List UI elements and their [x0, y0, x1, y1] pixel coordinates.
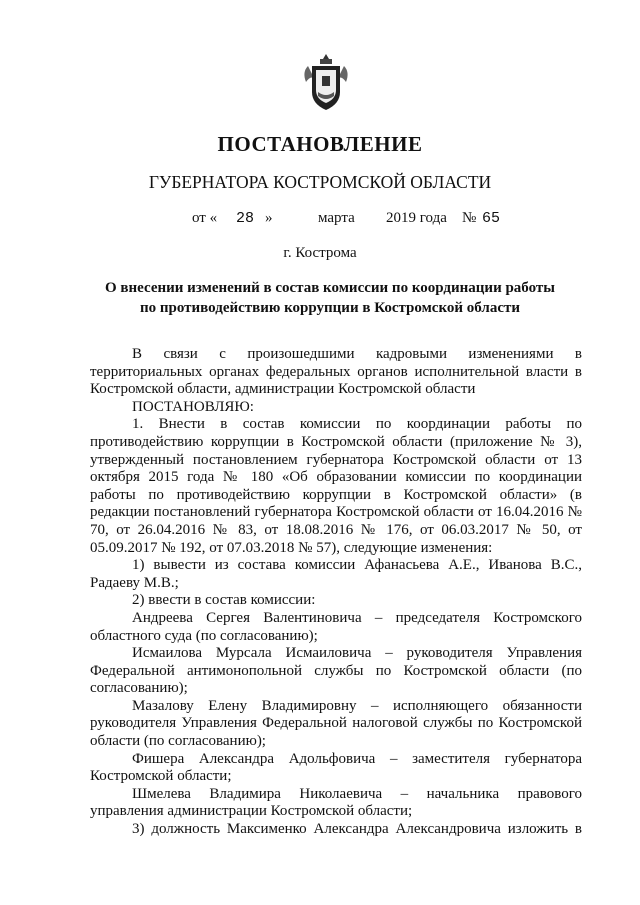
- date-prefix: от «: [192, 210, 218, 226]
- date-close-quote: »: [265, 210, 273, 226]
- paragraph: Андреева Сергея Валентиновича – председателя Костромского областного суда (по согласованию);: [90, 609, 582, 644]
- date-month: марта: [318, 210, 355, 226]
- document-city: г. Кострома: [283, 245, 357, 261]
- paragraph: ПОСТАНОВЛЯЮ:: [132, 398, 254, 415]
- document-body: [90, 346, 582, 839]
- date-day: 28: [236, 210, 255, 227]
- heading-line-1: О внесении изменений в состав комиссии по координации работы: [105, 280, 555, 296]
- paragraph: 1. Внести в состав комиссии по координации работы по противодействию коррупции в Костромской области (приложение № 3), утвержденный постановлением губернатора Костромской области от 13 октября 2015 года № 180 «Об образовании комиссии по координации работы по противодействию коррупции в Костромской области» (в редакции постановлений губернатора Костромской области от 16.04.2016 № 70, от 26.04.2016 № 83, от 18.08.2016 № 176, от 06.03.2017 № 50, от 05.09.2017 № 192, от 07.03.2018 № 57), следующие изменения:: [90, 416, 582, 556]
- document-title: ПОСТАНОВЛЕНИЕ: [217, 132, 423, 156]
- date-line: [0, 210, 640, 230]
- paragraph: Шмелева Владимира Николаевича – начальника правового управления администрации Костромской области;: [90, 785, 582, 820]
- paragraph: 3) должность Максименко Александра Александровича изложить в: [132, 821, 582, 838]
- paragraph: 1) вывести из состава комиссии Афанасьева А.Е., Иванова В.С., Радаеву М.В.;: [90, 557, 582, 591]
- number-sign: №: [462, 210, 477, 226]
- paragraph: 2) ввести в состав комиссии:: [132, 592, 316, 609]
- date-year: 2019 года: [386, 210, 447, 226]
- paragraph: Мазалову Елену Владимировну – исполняющего обязанности руководителя Управления Федеральной налоговой службы по Костромской области (по согласованию);: [90, 697, 582, 750]
- paragraph: В связи с произошедшими кадровыми изменениями в территориальных органах федеральных органов исполнительной власти в Костромской области, администрации Костромской области: [90, 346, 582, 398]
- document-issuer: ГУБЕРНАТОРА КОСТРОМСКОЙ ОБЛАСТИ: [148, 172, 492, 192]
- document-heading: [90, 278, 570, 318]
- paragraph: Фишера Александра Адольфовича – заместителя губернатора Костромской области;: [90, 750, 582, 785]
- document-number: 65: [482, 210, 501, 227]
- coat-of-arms-icon: [300, 52, 352, 114]
- paragraph: Исмаилова Мурсала Исмаиловича – руководителя Управления Федеральной антимонопольной службы по Костромской области (по согласованию);: [90, 645, 582, 697]
- heading-line-2: по противодействию коррупции в Костромской области: [139, 300, 521, 316]
